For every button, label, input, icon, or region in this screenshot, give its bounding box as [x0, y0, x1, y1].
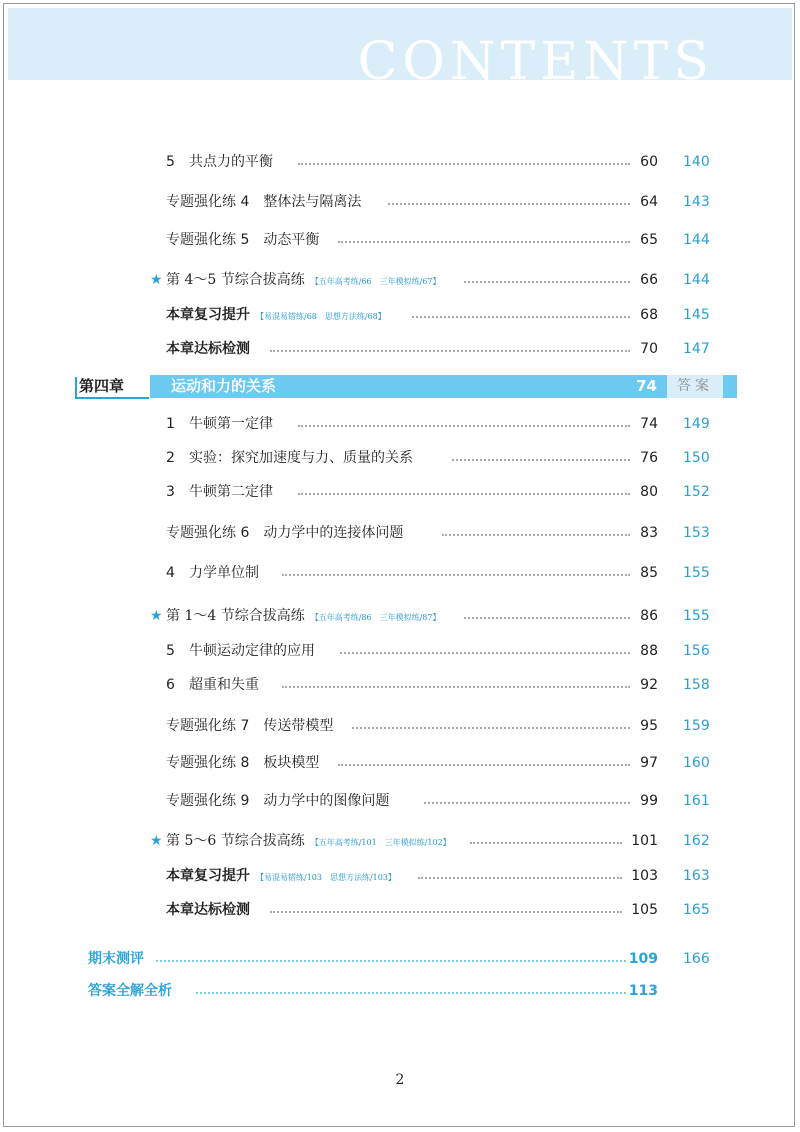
entry-answer-page: 155 [683, 608, 710, 624]
entry-answer-page: 145 [683, 307, 710, 323]
toc-entry[interactable] [0, 829, 800, 853]
dot-leader [338, 241, 630, 243]
toc-entry[interactable] [0, 898, 800, 922]
dot-leader [424, 802, 630, 804]
dot-leader [352, 727, 630, 729]
entry-title: 专题强化练 6 动力学中的连接体问题 [166, 525, 404, 541]
toc-entry[interactable] [0, 673, 800, 697]
entry-answer-page: 165 [683, 902, 710, 918]
toc-entry[interactable] [0, 639, 800, 663]
entry-page: 97 [640, 755, 658, 771]
dot-leader [464, 617, 630, 619]
toc-entry[interactable] [0, 979, 800, 1003]
chapter-label: 第四章 [79, 377, 125, 395]
star-icon: ★ [150, 608, 163, 624]
entry-page: 101 [631, 833, 658, 849]
chapter-title: 运动和力的关系 [171, 377, 277, 395]
dot-leader [470, 842, 622, 844]
dot-leader [270, 911, 622, 913]
entry-title: 本章复习提升 【易混易错练/68 思想方法练/68】 [166, 307, 386, 323]
entry-number: 2 [166, 450, 175, 466]
entry-answer-page: 158 [683, 677, 710, 693]
entry-answer-page: 160 [683, 755, 710, 771]
entry-title: 牛顿第一定律 [189, 416, 273, 432]
entry-number: 4 [166, 565, 175, 581]
contents-heading: CONTENTS [357, 32, 714, 92]
entry-answer-page: 161 [683, 793, 710, 809]
entry-answer-page: 144 [683, 232, 710, 248]
dot-leader [282, 574, 630, 576]
entry-title: 本章复习提升 【易混易错练/103 思想方法练/103】 [166, 868, 396, 884]
chapter-underline [75, 397, 149, 399]
chapter-heading[interactable] [77, 375, 723, 398]
entry-title: 答案全解全析 [88, 983, 172, 999]
dot-leader [298, 493, 630, 495]
entry-answer-page: 144 [683, 272, 710, 288]
entry-answer-page: 147 [683, 341, 710, 357]
entry-title: 超重和失重 [189, 677, 259, 693]
entry-title: 本章达标检测 [166, 902, 250, 918]
dot-leader [270, 350, 630, 352]
toc-entry[interactable] [0, 412, 800, 436]
star-icon: ★ [150, 272, 163, 288]
entry-page: 105 [631, 902, 658, 918]
entry-number: 5 [166, 643, 175, 659]
entry-title: 专题强化练 9 动力学中的图像问题 [166, 793, 390, 809]
toc-entry[interactable] [0, 228, 800, 252]
dot-leader [442, 534, 630, 536]
entry-answer-page: 155 [683, 565, 710, 581]
toc-entry[interactable] [0, 303, 800, 327]
entry-answer-page: 153 [683, 525, 710, 541]
entry-title: 实验：探究加速度与力、质量的关系 [189, 450, 413, 466]
dot-leader [452, 459, 630, 461]
entry-title: 专题强化练 8 板块模型 [166, 755, 320, 771]
entry-title: 专题强化练 5 动态平衡 [166, 232, 320, 248]
entry-title: 期末测评 [88, 951, 144, 967]
entry-page: 80 [640, 484, 658, 500]
entry-page: 60 [640, 154, 658, 170]
entry-page: 95 [640, 718, 658, 734]
entry-answer-page: 152 [683, 484, 710, 500]
toc-entry[interactable] [0, 789, 800, 813]
star-icon: ★ [150, 833, 163, 849]
entry-page: 70 [640, 341, 658, 357]
header-band [8, 8, 792, 92]
toc-entry[interactable] [0, 521, 800, 545]
entry-page: 74 [640, 416, 658, 432]
entry-title: 力学单位制 [189, 565, 259, 581]
toc-entry[interactable] [0, 864, 800, 888]
dot-leader [298, 425, 630, 427]
entry-page: 99 [640, 793, 658, 809]
dot-leader [156, 960, 626, 962]
toc-entry[interactable] [0, 751, 800, 775]
toc-entry[interactable] [0, 714, 800, 738]
toc-entry[interactable] [0, 268, 800, 292]
dot-leader [464, 281, 630, 283]
entry-page: 68 [640, 307, 658, 323]
entry-page: 92 [640, 677, 658, 693]
entry-note: 【易混易错练/103 思想方法练/103】 [256, 873, 396, 882]
dot-leader [282, 686, 630, 688]
toc-entry[interactable] [0, 947, 800, 971]
entry-title: 第 4～5 节综合拔高练 【五年高考练/66 三年模拟练/67】 [166, 272, 441, 288]
toc-entry[interactable] [0, 561, 800, 585]
entry-number: 1 [166, 416, 175, 432]
chapter-page: 74 [636, 377, 657, 395]
entry-answer-page: 162 [683, 833, 710, 849]
entry-answer-page: 143 [683, 194, 710, 210]
entry-title: 牛顿运动定律的应用 [189, 643, 315, 659]
answer-column-label: 答案 [667, 375, 723, 398]
toc-entry[interactable] [0, 446, 800, 470]
dot-leader [196, 992, 626, 994]
dot-leader [298, 163, 630, 165]
entry-answer-page: 140 [683, 154, 710, 170]
entry-number: 6 [166, 677, 175, 693]
entry-title: 第 1～4 节综合拔高练 【五年高考练/86 三年模拟练/87】 [166, 608, 441, 624]
dot-leader [340, 652, 630, 654]
toc-entry[interactable] [0, 604, 800, 628]
entry-title: 专题强化练 4 整体法与隔离法 [166, 194, 362, 210]
entry-page: 76 [640, 450, 658, 466]
entry-page: 103 [631, 868, 658, 884]
entry-page: 65 [640, 232, 658, 248]
entry-page: 86 [640, 608, 658, 624]
entry-answer-page: 150 [683, 450, 710, 466]
entry-answer-page: 149 [683, 416, 710, 432]
entry-page: 85 [640, 565, 658, 581]
entry-page: 64 [640, 194, 658, 210]
page-number: 2 [395, 1072, 405, 1088]
entry-answer-page: 156 [683, 643, 710, 659]
entry-page: 66 [640, 272, 658, 288]
entry-answer-page: 159 [683, 718, 710, 734]
dot-leader [412, 316, 630, 318]
dot-leader [338, 764, 630, 766]
entry-number: 3 [166, 484, 175, 500]
entry-page: 83 [640, 525, 658, 541]
entry-note: 【五年高考练/101 三年模拟练/102】 [310, 838, 451, 847]
toc-entry[interactable] [0, 150, 800, 174]
entry-note: 【易混易错练/68 思想方法练/68】 [256, 312, 386, 321]
toc-entry[interactable] [0, 337, 800, 361]
entry-number: 5 [166, 154, 175, 170]
entry-page: 113 [628, 983, 658, 999]
entry-page: 88 [640, 643, 658, 659]
toc-entry[interactable] [0, 480, 800, 504]
entry-title: 专题强化练 7 传送带模型 [166, 718, 334, 734]
entry-answer-page: 163 [683, 868, 710, 884]
entry-page: 109 [628, 951, 658, 967]
toc-entry[interactable] [0, 190, 800, 214]
entry-title: 本章达标检测 [166, 341, 250, 357]
entry-note: 【五年高考练/86 三年模拟练/87】 [310, 613, 441, 622]
entry-title: 牛顿第二定律 [189, 484, 273, 500]
entry-title: 共点力的平衡 [189, 154, 273, 170]
entry-answer-page: 166 [683, 951, 710, 967]
dot-leader [418, 877, 622, 879]
dot-leader [388, 203, 630, 205]
entry-title: 第 5～6 节综合拔高练 【五年高考练/101 三年模拟练/102】 [166, 833, 451, 849]
entry-note: 【五年高考练/66 三年模拟练/67】 [310, 277, 441, 286]
